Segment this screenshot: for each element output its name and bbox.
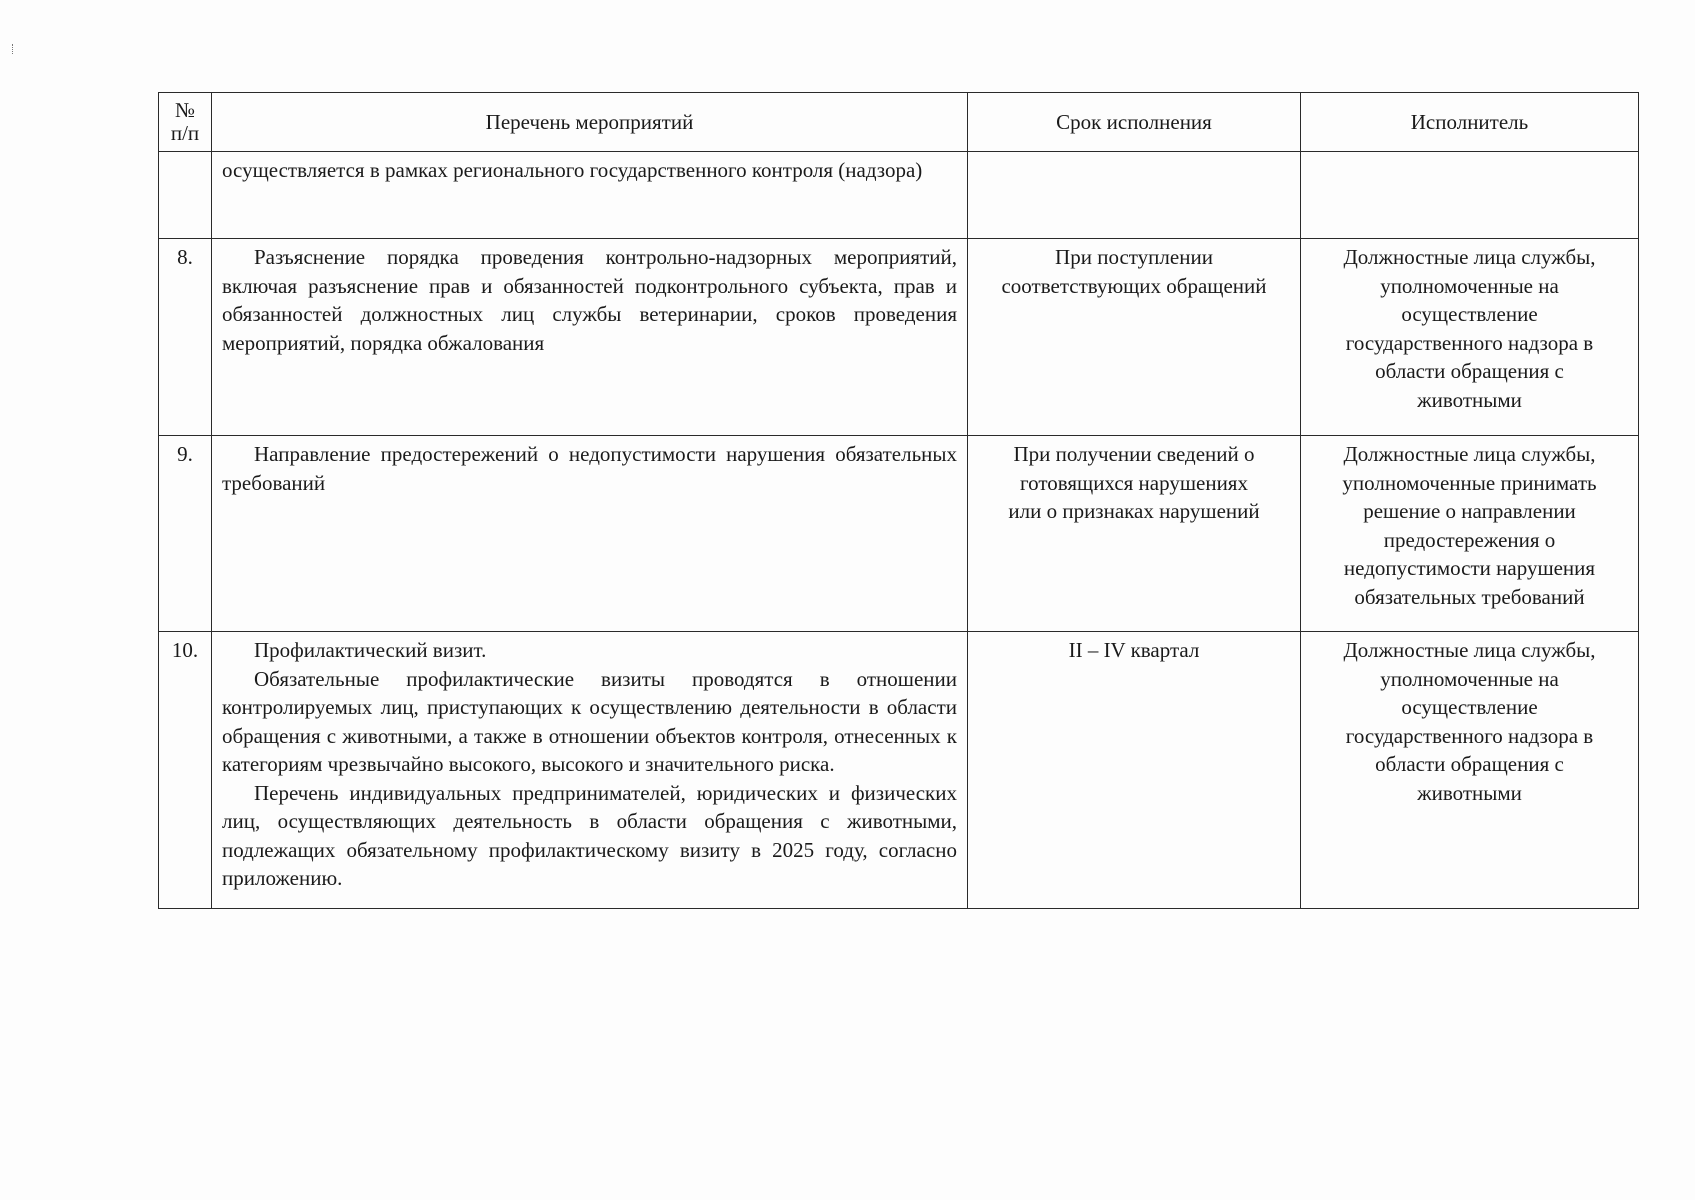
activity-text: осуществляется в рамках регионального государственного контроля (надзора) [222, 158, 923, 182]
deadline-line: готовящихся нарушениях [1020, 470, 1248, 495]
executor-line: уполномоченные принимать [1342, 470, 1597, 495]
cell-number: 9. [159, 436, 212, 632]
executor-line: Должностные лица службы, [1343, 442, 1596, 466]
executor-line: животными [1417, 387, 1522, 412]
table-row-10 [159, 632, 1639, 909]
activities-table [158, 92, 1639, 909]
cell-deadline [968, 436, 1301, 632]
activity-text: Перечень индивидуальных предпринимателей, юридических и физических лиц, осуществляющих деятельность в области обращения с животными, подлежащих обязательному профилактическому визиту в 2025 году, согласно приложению. [222, 780, 957, 890]
cell-number: 8. [159, 239, 212, 436]
executor-line: уполномоченные на [1380, 273, 1559, 298]
cell-number: 10. [159, 632, 212, 909]
executor-line: недопустимости нарушения [1343, 556, 1596, 580]
header-number-line-1: № [174, 98, 196, 122]
cell-activity [212, 239, 968, 436]
table-row-8 [159, 239, 1639, 436]
deadline-line: При поступлении [1055, 245, 1213, 269]
executor-line: Должностные лица службы, [1343, 638, 1596, 662]
executor-line: осуществление [1401, 695, 1538, 719]
activity-text: Обязательные профилактические визиты проводятся в отношении контролируемых лиц, приступающих к осуществлению деятельности в области обращения с животными, а также в отношении объектов контроля, отнесенных к категориям чрезвычайно высокого, высокого и значительного риска. [222, 666, 957, 776]
cell-executor [1301, 436, 1639, 632]
header-executor: Исполнитель [1301, 93, 1639, 152]
cell-executor [1301, 239, 1639, 436]
header-row [159, 93, 1639, 152]
activity-text: Разъяснение порядка проведения контрольно-надзорных мероприятий, включая разъяснение прав и обязанностей подконтрольного субъекта, прав и обязанностей должностных лиц службы ветеринарии, сроков проведения мероприятий, порядка обжалования [222, 245, 957, 355]
executor-line: государственного надзора в [1345, 330, 1594, 355]
executor-line: осуществление [1401, 302, 1538, 326]
cell-number [159, 152, 212, 239]
scan-mark [12, 44, 15, 54]
executor-line: животными [1417, 780, 1522, 805]
cell-deadline [968, 239, 1301, 436]
deadline-line: При получении сведений о [1013, 442, 1255, 466]
executor-line: области обращения с [1375, 359, 1564, 383]
header-number [159, 93, 212, 152]
table-header [159, 93, 1639, 152]
table-row-continuation [159, 152, 1639, 239]
cell-activity [212, 152, 968, 239]
cell-executor [1301, 632, 1639, 909]
cell-deadline [968, 152, 1301, 239]
cell-activity [212, 632, 968, 909]
header-deadline: Срок исполнения [968, 93, 1301, 152]
table-body [159, 152, 1639, 909]
executor-line: обязательных требований [1354, 584, 1585, 609]
executor-line: области обращения с [1375, 752, 1564, 776]
deadline-line: соответствующих обращений [1001, 273, 1267, 298]
cell-executor [1301, 152, 1639, 239]
executor-line: государственного надзора в [1345, 723, 1594, 748]
executor-line: Должностные лица службы, [1343, 245, 1596, 269]
activity-text: Направление предостережений о недопустимости нарушения обязательных требований [222, 442, 957, 495]
deadline-line: или о признаках нарушений [1008, 499, 1260, 523]
header-number-line-2: п/п [170, 121, 200, 145]
deadline-line: II – IV квартал [1068, 638, 1200, 662]
cell-activity [212, 436, 968, 632]
executor-line: уполномоченные на [1380, 666, 1559, 691]
header-activities: Перечень мероприятий [212, 93, 968, 152]
table-row-9 [159, 436, 1639, 632]
activity-title: Профилактический визит. [254, 638, 487, 662]
cell-deadline [968, 632, 1301, 909]
executor-line: решение о направлении [1363, 499, 1576, 523]
executor-line: предостережения о [1383, 527, 1556, 552]
